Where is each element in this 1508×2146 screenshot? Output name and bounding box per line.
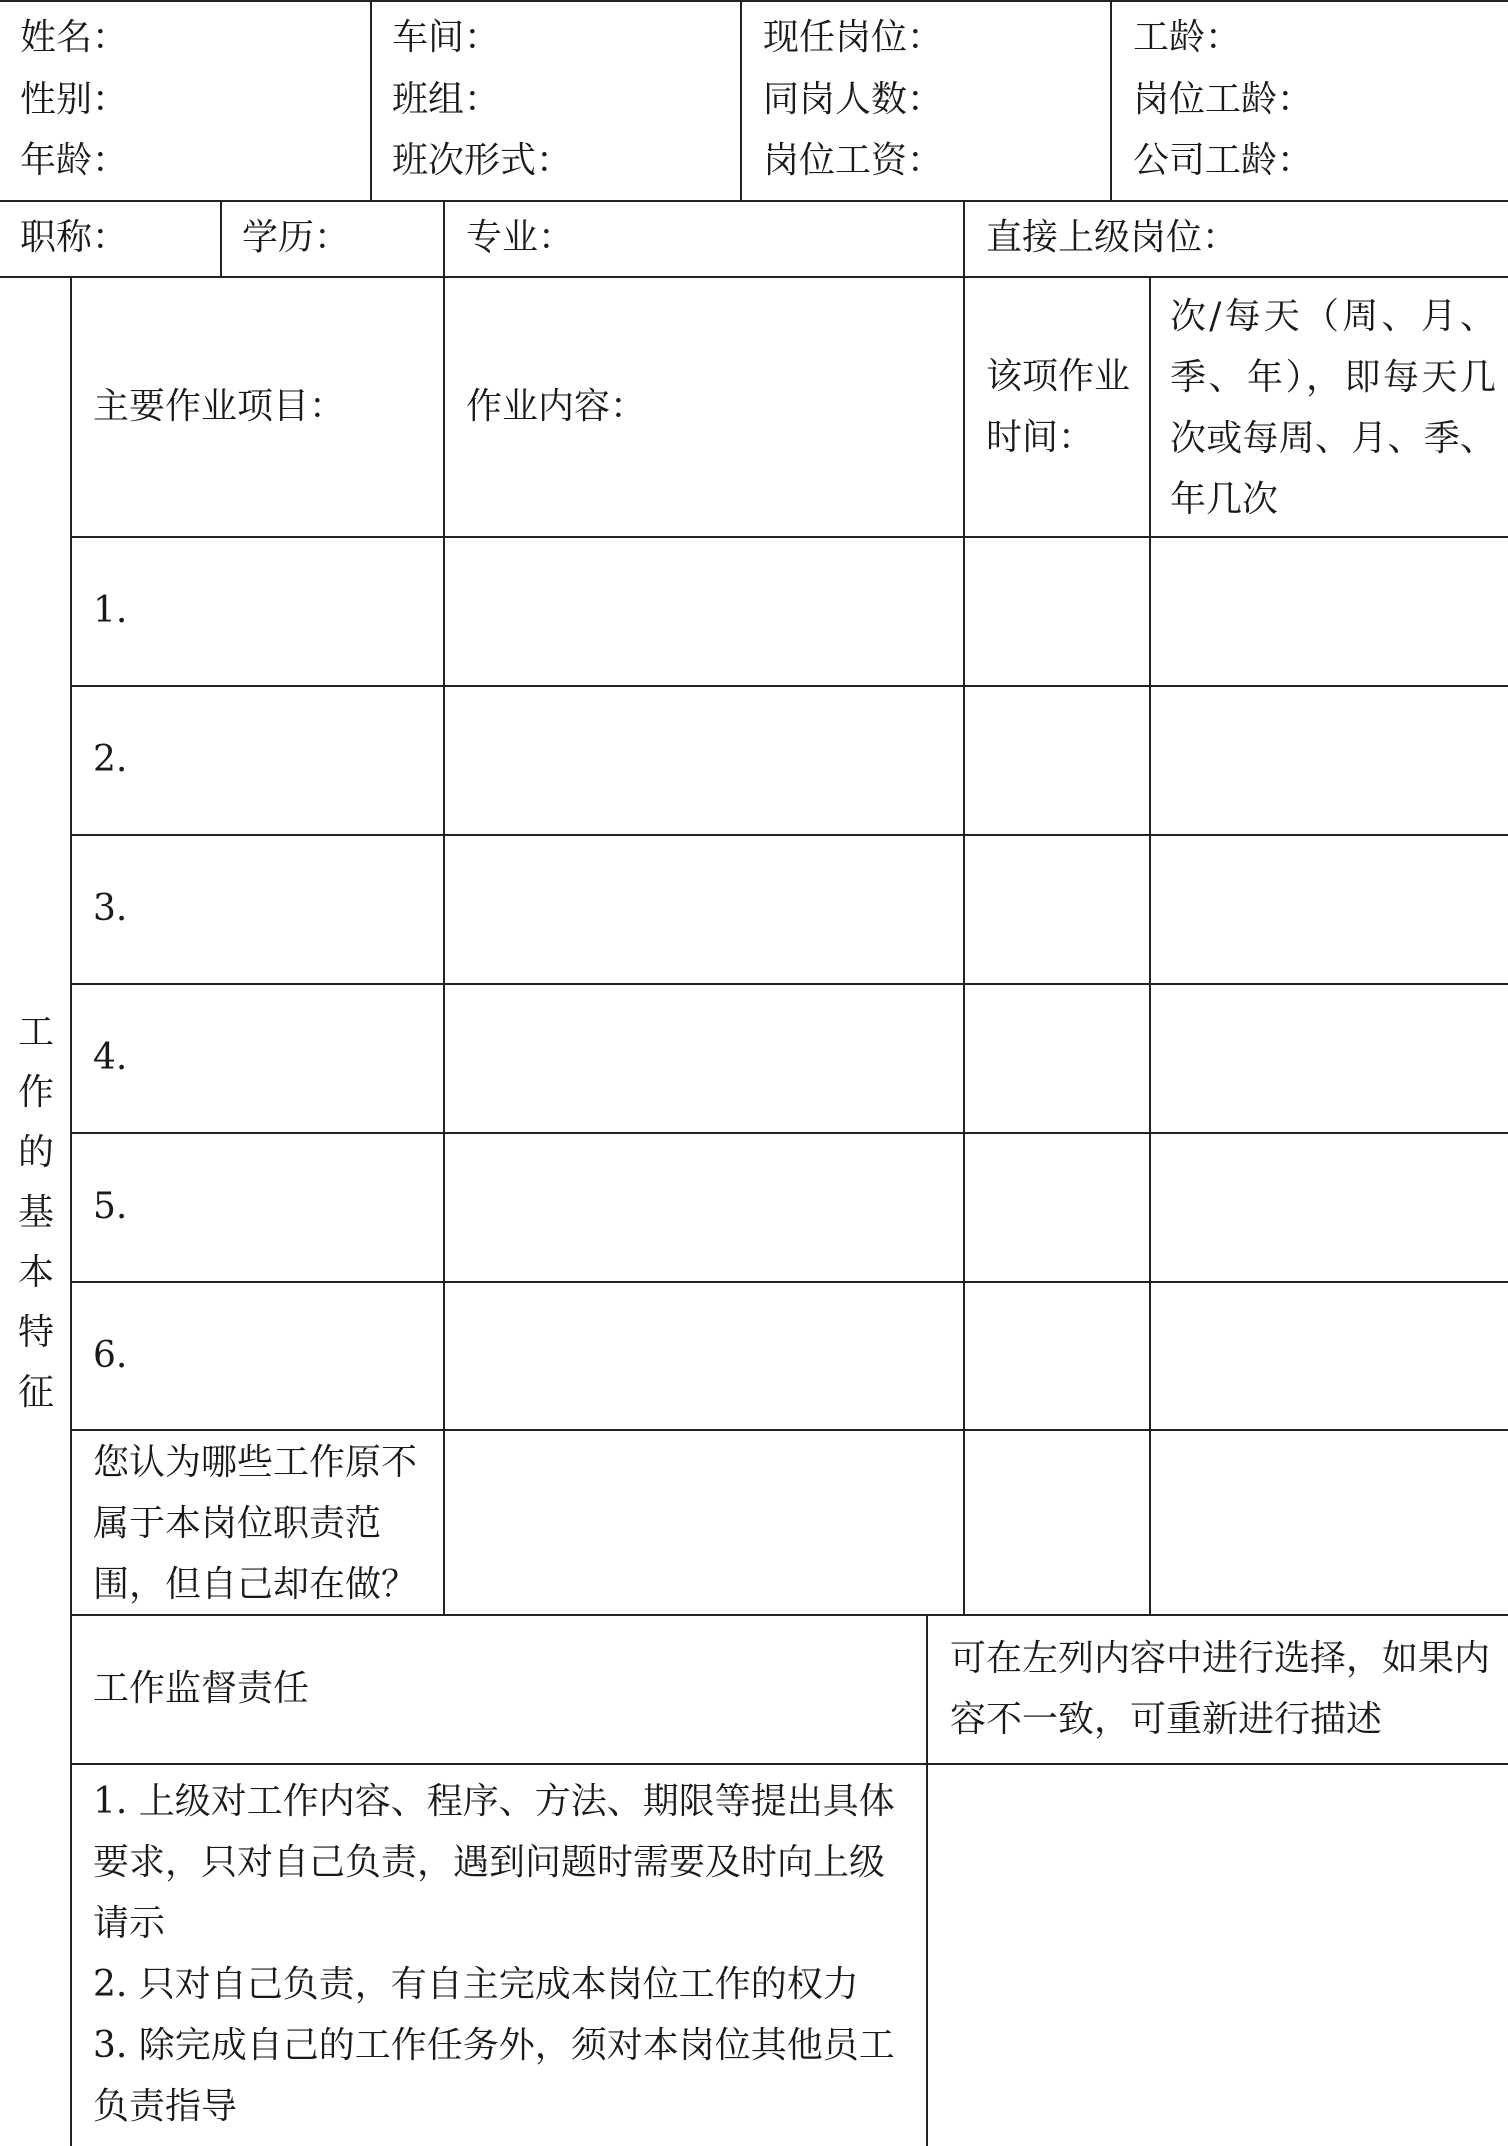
section-label [14, 1003, 58, 1423]
section-char: 本 [17, 1252, 54, 1293]
same-count-label: 同岗人数： [763, 79, 944, 120]
supervisor-label: 直接上级岗位： [986, 217, 1239, 258]
education-label: 学历： [242, 217, 351, 258]
section-char: 基 [17, 1192, 54, 1233]
section-char: 征 [17, 1372, 54, 1413]
name-label: 姓名： [20, 17, 129, 58]
extra-duties-question: 您认为哪些工作原不属于本岗位职责范围，但自己却在做？ [93, 1442, 418, 1605]
header-content: 作业内容： [466, 386, 647, 427]
company-seniority-label: 公司工龄： [1133, 140, 1314, 181]
title-label: 职称： [20, 217, 129, 258]
salary-label: 岗位工资： [763, 140, 944, 181]
supervision-option: 2. 只对自己负责，有自主完成本岗位工作的权力 [93, 1964, 859, 2005]
major-label: 专业： [466, 217, 575, 258]
section-char: 的 [17, 1132, 54, 1173]
position-label: 现任岗位： [763, 17, 944, 58]
table-row-number: 4. [93, 1037, 128, 1078]
gender-label: 性别： [20, 79, 129, 120]
header-frequency: 次/每天（周、月、季、年），即每天几次或每周、月、季、年几次 [1170, 296, 1496, 520]
supervision-options [93, 1771, 913, 2137]
section-char: 特 [17, 1312, 54, 1353]
section-char: 作 [17, 1072, 54, 1113]
seniority-label: 工龄： [1133, 17, 1242, 58]
workshop-label: 车间： [392, 17, 501, 58]
table-row-number: 3. [93, 888, 128, 929]
table-row-number: 6. [93, 1335, 128, 1376]
header-item: 主要作业项目： [93, 386, 346, 427]
table-row-number: 2. [93, 739, 128, 780]
age-label: 年龄： [20, 140, 129, 181]
supervision-option: 1. 上级对工作内容、程序、方法、期限等提出具体要求，只对自己负责，遇到问题时需要及时向上级请示 [93, 1781, 895, 1944]
supervision-title: 工作监督责任 [93, 1668, 310, 1709]
shift-label: 班次形式： [392, 140, 573, 181]
post-seniority-label: 岗位工龄： [1133, 79, 1314, 120]
table-row-number: 1. [93, 590, 128, 631]
table-row-number: 5. [93, 1186, 128, 1227]
supervision-option: 3. 除完成自己的工作任务外，须对本岗位其他员工负责指导 [93, 2025, 895, 2127]
supervision-note: 可在左列内容中进行选择，如果内容不一致，可重新进行描述 [950, 1638, 1491, 1740]
team-label: 班组： [392, 79, 501, 120]
header-time: 该项作业时间： [986, 356, 1131, 458]
section-char: 工 [17, 1012, 54, 1053]
